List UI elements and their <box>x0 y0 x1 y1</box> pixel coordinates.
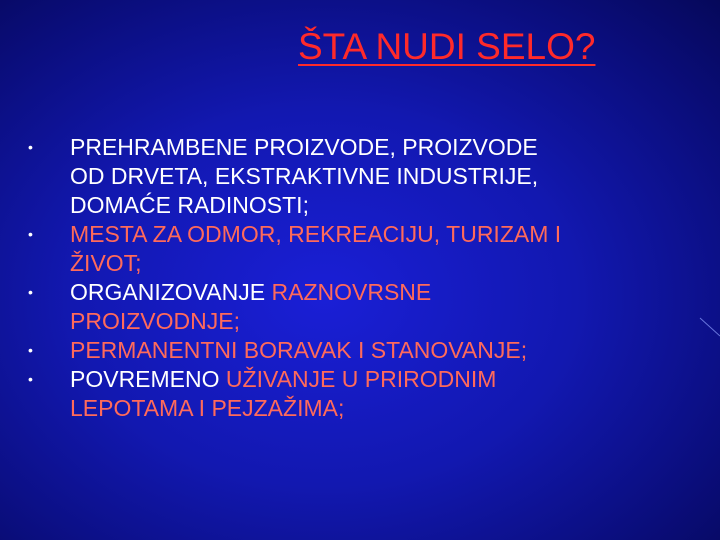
bullet-line <box>70 133 700 162</box>
bullet-text: PREHRAMBENE PROIZVODE, PROIZVODE <box>70 134 538 160</box>
bullet-text: POVREMENO <box>70 366 226 392</box>
bullet-line <box>70 307 700 336</box>
bullet-line <box>70 365 700 394</box>
bullet-text: LEPOTAMA I PEJZAŽIMA; <box>70 395 345 421</box>
bullet-marker: • <box>28 139 33 155</box>
bullet-text: OD DRVETA, EKSTRAKTIVNE INDUSTRIJE, <box>70 163 539 189</box>
bullet-marker: • <box>28 284 33 300</box>
bullet-item <box>0 133 700 220</box>
bullet-item <box>0 336 700 365</box>
bullet-text: MESTA ZA ODMOR, REKREACIJU, TURIZAM I <box>70 221 562 247</box>
bullet-line <box>70 336 700 365</box>
slide-title: ŠTA NUDI SELO? <box>298 26 596 67</box>
bullet-text: PERMANENTNI BORAVAK I STANOVANJE; <box>70 337 528 363</box>
bullet-item <box>0 220 700 278</box>
bullet-text: UŽIVANJE U PRIRODNIM <box>225 366 497 392</box>
bullet-item <box>0 365 700 423</box>
bullet-marker: • <box>28 371 33 387</box>
bullet-line <box>70 191 700 220</box>
bullet-line <box>70 220 700 249</box>
bullet-line <box>70 249 700 278</box>
bullet-text: ŽIVOT; <box>70 250 142 276</box>
bullet-list <box>0 133 700 423</box>
bullet-marker: • <box>28 226 33 242</box>
bullet-text: PROIZVODNJE; <box>70 308 240 334</box>
bullet-line <box>70 394 700 423</box>
bullet-marker: • <box>28 342 33 358</box>
bullet-text: RAZNOVRSNE <box>271 279 432 305</box>
bullet-item <box>0 278 700 336</box>
bullet-text: DOMAĆE RADINOSTI; <box>70 192 309 218</box>
bullet-text: ORGANIZOVANJE <box>70 279 272 305</box>
bullet-line <box>70 162 700 191</box>
bullet-line <box>70 278 700 307</box>
